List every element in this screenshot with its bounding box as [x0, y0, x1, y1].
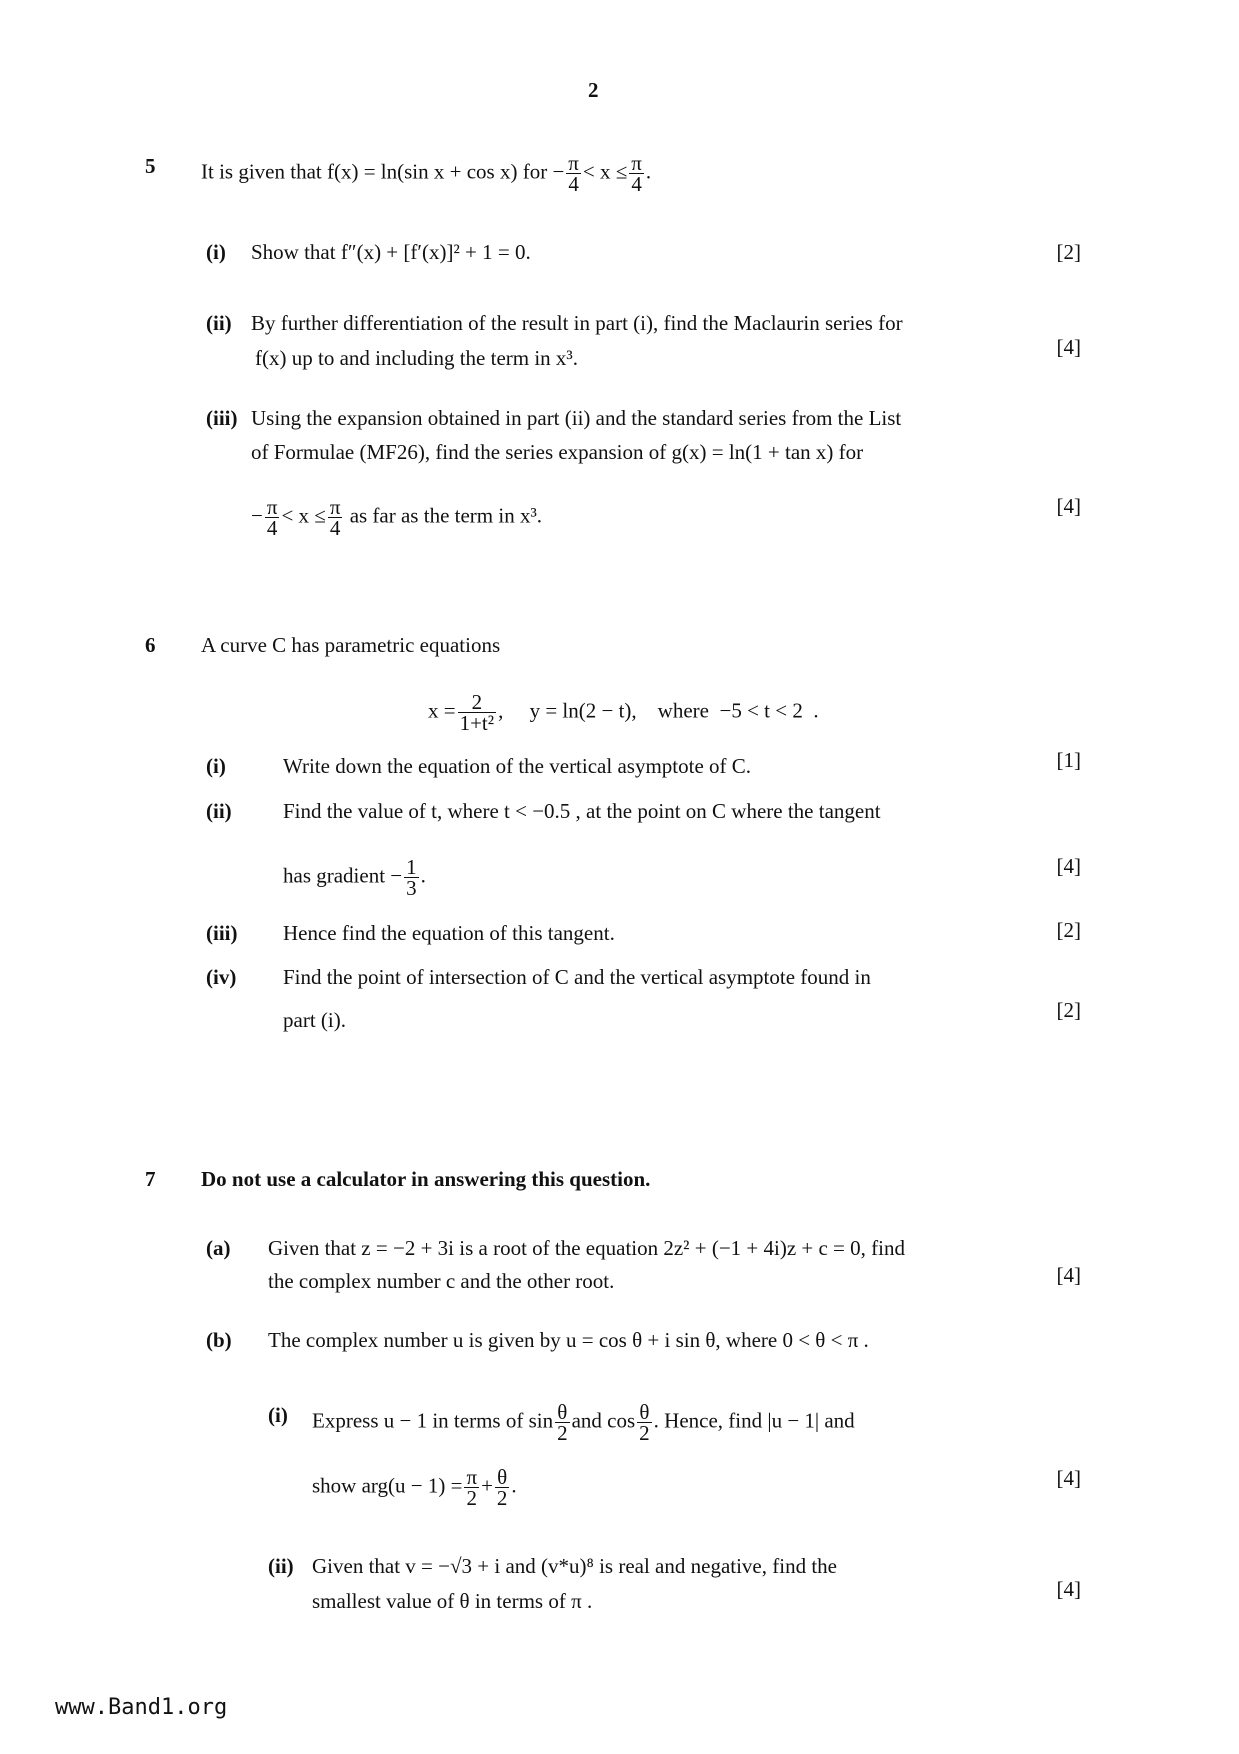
numerator: 1: [406, 855, 417, 879]
footer-website: www.Band1.org: [55, 1695, 228, 1720]
denominator: 2: [557, 1421, 568, 1445]
q7-part-bii-line2: smallest value of θ in terms of π .: [312, 1589, 593, 1613]
denominator: 4: [329, 516, 341, 540]
part-label: (ii): [206, 311, 232, 335]
text: show arg(u − 1) =: [312, 1473, 463, 1498]
q5-part-ii-line2: f(x) up to and including the term in x³.: [255, 346, 578, 370]
q6-part-iii-text: Hence find the equation of this tangent.: [283, 921, 615, 945]
fraction: [555, 1402, 570, 1443]
text: x =: [428, 698, 456, 723]
numerator: θ: [495, 1467, 510, 1488]
marks: [2]: [1056, 240, 1081, 264]
marks: [4]: [1056, 1577, 1081, 1601]
period: .: [511, 1473, 517, 1498]
numerator: π: [329, 495, 341, 519]
numerator: π: [466, 1465, 478, 1489]
marks: [1]: [1056, 748, 1081, 772]
fraction: [265, 497, 280, 538]
denominator: 3: [406, 876, 417, 900]
numerator: θ: [637, 1402, 652, 1423]
numerator: π: [631, 151, 642, 175]
text: . Hence, find |u − 1| and: [653, 1408, 855, 1433]
fraction: [328, 497, 343, 538]
q6-part-i-text: Write down the equation of the vertical asymptote of C.: [283, 754, 752, 778]
q5-part-iii-line2: of Formulae (MF26), find the series expansion of g(x) = ln(1 + tan x) for: [251, 440, 864, 464]
part-label: (ii): [268, 1554, 294, 1578]
q7-part-a-line2: the complex number c and the other root.: [268, 1269, 615, 1293]
denominator: 4: [631, 172, 642, 196]
q6-part-iv-line1: Find the point of intersection of C and the vertical asymptote found in: [283, 965, 871, 989]
parametric-equations: [428, 692, 819, 733]
q6-part-ii-line2: [283, 857, 426, 898]
text: has gradient −: [283, 863, 403, 888]
marks: [4]: [1056, 335, 1081, 359]
fraction: [629, 153, 644, 194]
fraction: [404, 857, 419, 898]
denominator: 2: [496, 1486, 508, 1510]
period: .: [645, 159, 652, 184]
q5-part-ii-line1: By further differentiation of the result in part (i), find the Maclaurin series for: [251, 311, 903, 335]
denominator: 4: [266, 516, 278, 540]
plus: +: [481, 1473, 493, 1498]
denominator: 4: [568, 172, 579, 196]
q5-part-iii-line1: Using the expansion obtained in part (ii) and the standard series from the List: [251, 406, 902, 430]
marks: [4]: [1056, 494, 1081, 518]
fraction: [458, 692, 496, 733]
part-label: (i): [268, 1403, 288, 1427]
marks: [4]: [1056, 1466, 1081, 1490]
text: , y = ln(2 − t), where −5 < t < 2 .: [498, 698, 819, 723]
numerator: π: [266, 495, 278, 519]
question-6-number: 6: [145, 633, 156, 657]
part-label: (a): [206, 1236, 231, 1260]
q7-part-a-line1: Given that z = −2 + 3i is a root of the equation 2z² + (−1 + 4i)z + c = 0, find: [268, 1236, 905, 1260]
numerator: 2: [458, 692, 496, 713]
fraction: [566, 153, 581, 194]
marks: [2]: [1056, 918, 1081, 942]
part-label: (iii): [206, 921, 238, 945]
part-label: (iii): [206, 406, 238, 430]
period: .: [420, 863, 426, 888]
text: Express u − 1 in terms of sin: [312, 1408, 554, 1433]
question-6-stem: A curve C has parametric equations: [201, 633, 501, 657]
question-5-stem: [201, 153, 651, 194]
part-label: (ii): [206, 799, 232, 823]
part-label: (iv): [206, 965, 237, 989]
inequality: < x ≤: [281, 503, 326, 528]
part-label: (i): [206, 240, 226, 264]
marks: [4]: [1056, 1263, 1081, 1287]
marks: [4]: [1056, 854, 1081, 878]
q5-part-i-text: Show that f″(x) + [f′(x)]² + 1 = 0.: [251, 240, 531, 264]
page-number: 2: [588, 78, 599, 102]
question-7-number: 7: [145, 1167, 156, 1191]
fraction: [637, 1402, 652, 1443]
fraction: [464, 1467, 479, 1508]
q7-part-bii-line1: Given that v = −√3 + i and (v*u)⁸ is real and negative, find the: [312, 1554, 837, 1578]
q5-part-iii-line3: [251, 497, 542, 538]
part-label: (i): [206, 754, 226, 778]
marks: [2]: [1056, 998, 1081, 1022]
text: and cos: [571, 1408, 636, 1433]
numerator: π: [568, 151, 579, 175]
minus: −: [251, 503, 263, 528]
denominator: 2: [639, 1421, 650, 1445]
question-7-stem: Do not use a calculator in answering this question.: [201, 1167, 651, 1191]
denominator: 2: [466, 1486, 477, 1510]
question-5-number: 5: [145, 154, 156, 178]
q6-part-ii-line1: Find the value of t, where t < −0.5 , at the point on C where the tangent: [283, 799, 881, 823]
q7-part-bi-line1: [312, 1402, 855, 1443]
numerator: θ: [555, 1402, 570, 1423]
q6-part-iv-line2: part (i).: [283, 1008, 346, 1032]
q7-part-b-text: The complex number u is given by u = cos θ + i sin θ, where 0 < θ < π .: [268, 1328, 869, 1352]
inequality: < x ≤: [582, 159, 628, 184]
q7-part-bi-line2: [312, 1467, 517, 1508]
fraction: [495, 1467, 510, 1508]
text: as far as the term in x³.: [349, 503, 542, 528]
stem-text: It is given that f(x) = ln(sin x + cos x) for −: [201, 159, 565, 184]
denominator: 1+t²: [459, 711, 495, 735]
part-label: (b): [206, 1328, 232, 1352]
